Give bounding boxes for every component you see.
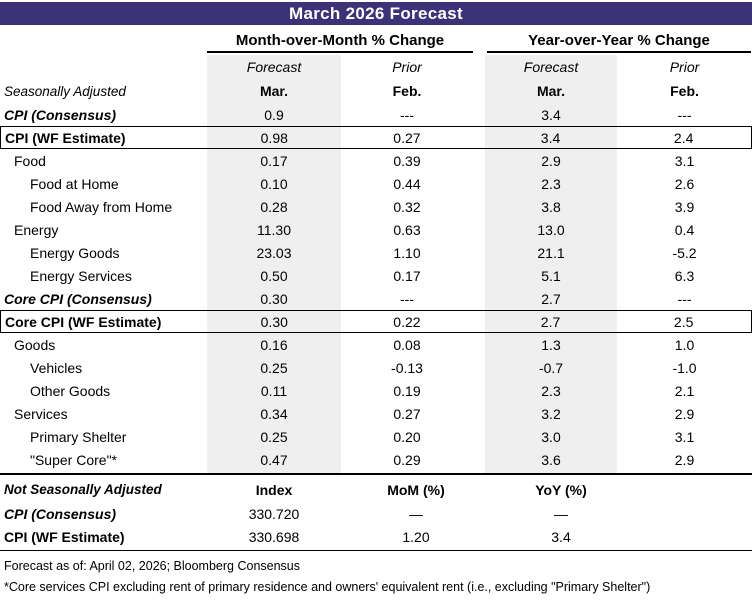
group-header-yoy: Year-over-Year % Change	[487, 32, 751, 53]
value-cell: 0.34	[260, 405, 288, 422]
column-header-yoy-pct: YoY (%)	[535, 481, 587, 498]
value-cell: 0.16	[260, 336, 288, 353]
row-label: CPI (Consensus)	[4, 505, 117, 522]
value-cell: 1.20	[402, 528, 430, 545]
value-cell: 21.1	[537, 244, 565, 261]
value-cell: 2.3	[541, 175, 561, 192]
group-header-row	[0, 28, 752, 53]
nsa-table	[0, 477, 752, 548]
subheader-row-months	[0, 79, 752, 103]
value-cell: 13.0	[537, 221, 565, 238]
value-cell: 1.10	[393, 244, 421, 261]
table-row-energy	[0, 218, 752, 241]
table-row-energy-goods	[0, 241, 752, 264]
column-header-yoy-forecast: Forecast	[523, 59, 579, 75]
value-cell: 5.1	[541, 267, 561, 284]
value-cell: 0.32	[393, 198, 421, 215]
value-cell: 2.6	[674, 175, 695, 192]
value-cell: -0.13	[391, 359, 423, 376]
value-cell: 0.39	[393, 152, 421, 169]
value-cell: 0.17	[393, 267, 421, 284]
value-cell: 0.47	[260, 451, 288, 468]
row-label: Other Goods	[30, 382, 111, 399]
value-cell: 0.30	[260, 290, 288, 307]
column-header-mom-prior: Prior	[392, 59, 422, 75]
row-label: Core CPI (WF Estimate)	[5, 313, 162, 330]
value-cell: 0.19	[393, 382, 421, 399]
subheader-row-forecast-prior	[0, 55, 752, 79]
footer-divider	[0, 550, 752, 551]
table-row-primary-shelter	[0, 425, 752, 448]
table-row-energy-services	[0, 264, 752, 287]
value-cell: 0.28	[260, 198, 288, 215]
row-label: "Super Core"*	[30, 451, 117, 468]
value-cell: 23.03	[256, 244, 292, 261]
value-cell: 0.20	[393, 428, 421, 445]
value-cell: 2.9	[674, 451, 695, 468]
value-cell: 0.50	[260, 267, 288, 284]
page-title: March 2026 Forecast	[0, 2, 752, 25]
nsa-row-cpi-consensus	[0, 502, 752, 525]
value-cell: 0.17	[260, 152, 288, 169]
value-cell: 1.3	[541, 336, 561, 353]
row-label: Food	[14, 152, 46, 169]
row-label: Goods	[14, 336, 56, 353]
table-row-services	[0, 402, 752, 425]
table-row-food-at-home	[0, 172, 752, 195]
value-cell: 0.22	[393, 313, 421, 330]
row-label: Energy Services	[30, 267, 132, 284]
table-row-vehicles	[0, 356, 752, 379]
column-header-mar-yoy: Mar.	[536, 83, 565, 99]
group-header-mom: Month-over-Month % Change	[207, 32, 473, 53]
nsa-row-cpi-wf-estimate	[0, 525, 752, 548]
value-cell: 0.44	[393, 175, 421, 192]
table-row-other-goods	[0, 379, 752, 402]
row-label: Vehicles	[30, 359, 83, 376]
value-cell: 2.7	[541, 290, 561, 307]
value-cell: 0.98	[260, 129, 288, 146]
value-cell: 11.30	[257, 221, 291, 238]
value-cell: -1.0	[672, 359, 697, 376]
value-cell: 3.8	[541, 198, 561, 215]
row-label: CPI (WF Estimate)	[5, 129, 126, 146]
value-cell: 2.1	[674, 382, 695, 399]
table-row-cpi-wf-estimate	[0, 126, 752, 149]
value-cell: 2.4	[673, 129, 694, 146]
value-cell: 6.3	[674, 267, 695, 284]
column-header-feb-mom: Feb.	[392, 83, 422, 99]
value-cell: 3.2	[541, 405, 561, 422]
section-divider	[0, 473, 752, 475]
value-cell: 0.29	[393, 451, 421, 468]
value-cell: 3.6	[541, 451, 561, 468]
footnote-source: Forecast as of: April 02, 2026; Bloomberg Consensus	[4, 559, 300, 573]
row-label: CPI (Consensus)	[4, 106, 117, 123]
table-row-goods	[0, 333, 752, 356]
value-cell: 3.1	[674, 428, 695, 445]
row-label: Services	[14, 405, 68, 422]
value-cell: 3.4	[551, 528, 571, 545]
value-cell: 3.4	[540, 129, 561, 146]
table-row-super-core	[0, 448, 752, 471]
value-cell: 330.720	[248, 505, 300, 522]
table-row-core-cpi-wf-estimate	[0, 310, 752, 333]
value-cell: 330.698	[248, 528, 300, 545]
column-header-mar-mom: Mar.	[259, 83, 288, 99]
value-cell: ---	[677, 290, 692, 307]
value-cell: 0.25	[260, 359, 288, 376]
nsa-header-row	[0, 477, 752, 502]
value-cell: 0.08	[393, 336, 421, 353]
row-label: Primary Shelter	[30, 428, 127, 445]
column-header-yoy-prior: Prior	[669, 59, 700, 75]
value-cell: 0.30	[260, 313, 288, 330]
value-cell: —	[554, 505, 568, 522]
value-cell: -5.2	[672, 244, 697, 261]
footnote-super-core-definition: *Core services CPI excluding rent of primary residence and owners' equivalent rent (i.e., excluding "Primary Shelter")	[4, 580, 651, 594]
value-cell: 3.4	[541, 106, 561, 123]
row-label: Food Away from Home	[30, 198, 173, 215]
row-label: Food at Home	[30, 175, 119, 192]
value-cell: ---	[677, 106, 692, 123]
value-cell: 0.25	[260, 428, 288, 445]
value-cell: ---	[400, 106, 414, 123]
column-header-mom-pct: MoM (%)	[387, 481, 445, 498]
value-cell: 2.9	[541, 152, 561, 169]
value-cell: ---	[400, 290, 414, 307]
section-header-seasonally-adjusted: Seasonally Adjusted	[4, 83, 126, 99]
value-cell: —	[409, 505, 423, 522]
value-cell: 1.0	[674, 336, 695, 353]
table-row-food-away-from-home	[0, 195, 752, 218]
value-cell: 3.9	[674, 198, 695, 215]
table-row-food	[0, 149, 752, 172]
value-cell: 2.5	[673, 313, 694, 330]
row-label: Core CPI (Consensus)	[4, 290, 152, 307]
value-cell: 2.9	[674, 405, 695, 422]
value-cell: 0.63	[393, 221, 421, 238]
value-cell: 0.27	[393, 129, 421, 146]
value-cell: 0.9	[264, 106, 284, 123]
value-cell: 3.0	[541, 428, 561, 445]
column-header-mom-forecast: Forecast	[246, 59, 302, 75]
table-row-core-cpi-consensus	[0, 287, 752, 310]
footnotes	[0, 556, 752, 598]
column-header-index: Index	[255, 481, 293, 498]
row-label: Energy Goods	[30, 244, 120, 261]
table-row-cpi-consensus	[0, 103, 752, 126]
value-cell: 2.3	[541, 382, 561, 399]
value-cell: 0.4	[674, 221, 695, 238]
sa-table-body	[0, 103, 752, 471]
section-header-not-seasonally-adjusted: Not Seasonally Adjusted	[4, 482, 162, 497]
value-cell: 0.27	[393, 405, 421, 422]
value-cell: 2.7	[540, 313, 561, 330]
value-cell: 0.10	[260, 175, 288, 192]
value-cell: 0.11	[260, 382, 288, 399]
value-cell: -0.7	[538, 359, 564, 376]
value-cell: 3.1	[674, 152, 695, 169]
row-label: CPI (WF Estimate)	[4, 528, 125, 545]
row-label: Energy	[14, 221, 59, 238]
column-header-feb-yoy: Feb.	[670, 83, 699, 99]
